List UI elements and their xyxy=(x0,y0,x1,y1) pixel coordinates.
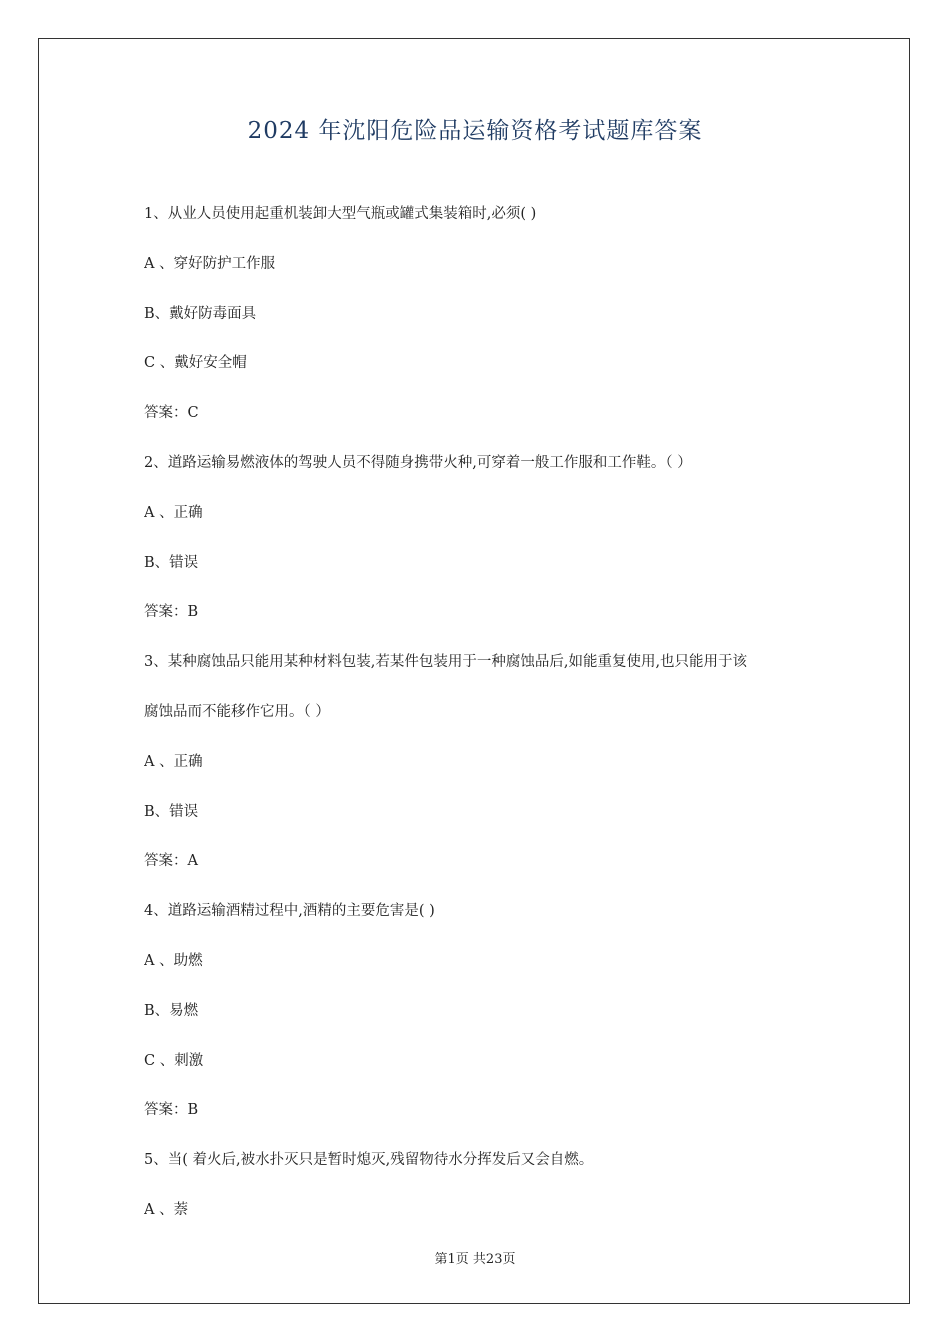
question-4-option-b: B、易燃 xyxy=(144,1002,199,1019)
question-3-option-b: B、错误 xyxy=(144,803,199,820)
question-3-text: 3、某种腐蚀品只能用某种材料包装,若某件包装用于一种腐蚀品后,如能重复使用,也只能用于该 xyxy=(144,654,748,671)
question-1-answer: 答案：C xyxy=(144,405,199,422)
question-4-option-a: A 、助燃 xyxy=(144,952,203,969)
question-1-option-a: A 、穿好防护工作服 xyxy=(144,255,276,272)
page-number-footer: 第1页 共23页 xyxy=(434,1252,516,1267)
question-1-text: 1、从业人员使用起重机装卸大型气瓶或罐式集装箱时,必须( ) xyxy=(144,206,537,222)
question-5-text: 5、当( 着火后,被水扑灭只是暂时熄灭,残留物待水分挥发后又会自燃。 xyxy=(144,1152,594,1169)
question-3-answer: 答案：A xyxy=(144,853,198,870)
question-4-text: 4、道路运输酒精过程中,酒精的主要危害是( ) xyxy=(144,903,435,920)
question-1-option-b: B、戴好防毒面具 xyxy=(144,305,257,322)
question-4-answer: 答案：B xyxy=(144,1102,199,1119)
question-3-text-continued: 腐蚀品而不能移作它用。（ ） xyxy=(144,703,330,720)
question-1-option-c: C 、戴好安全帽 xyxy=(144,355,247,372)
question-4-option-c: C 、刺激 xyxy=(144,1052,204,1069)
question-3-option-a: A 、正确 xyxy=(144,753,203,770)
question-2-text: 2、道路运输易燃液体的驾驶人员不得随身携带火种,可穿着一般工作服和工作鞋。（ ） xyxy=(144,454,692,471)
question-2-answer: 答案：B xyxy=(144,604,199,621)
question-2-option-a: A 、正确 xyxy=(144,504,203,521)
document-title: 2024 年沈阳危险品运输资格考试题库答案 xyxy=(247,118,703,144)
question-2-option-b: B、错误 xyxy=(144,554,199,571)
question-list xyxy=(144,196,824,1242)
question-5-option-a: A 、萘 xyxy=(144,1201,189,1218)
